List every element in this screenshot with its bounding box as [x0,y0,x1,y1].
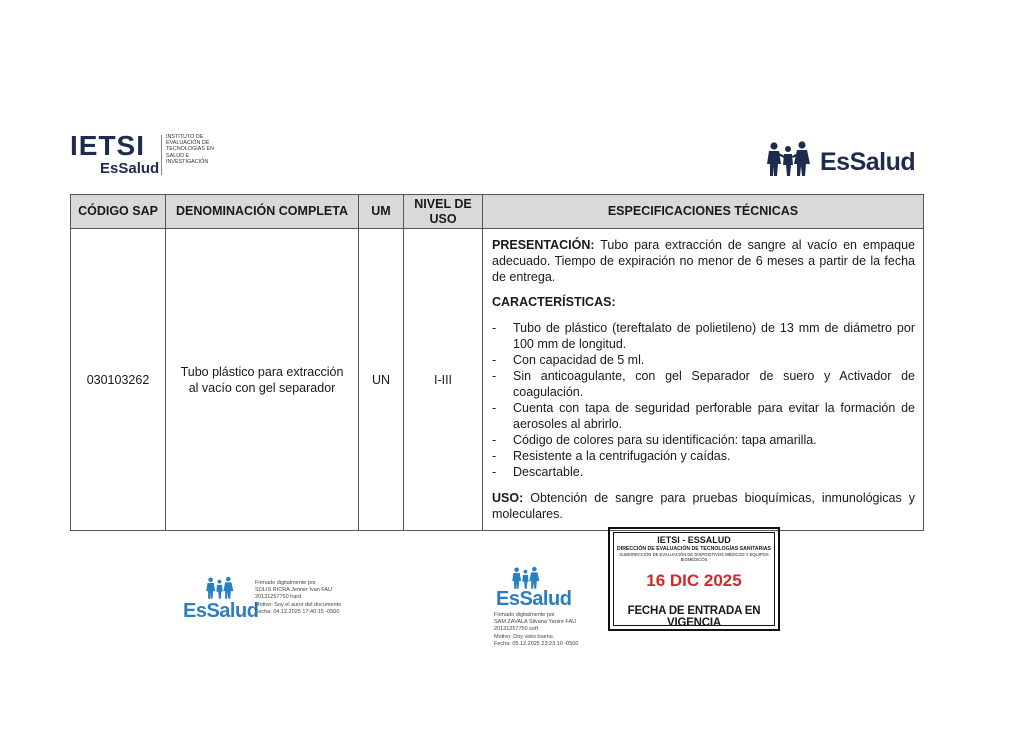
list-item: - Tubo de plástico (tereftalato de polietileno) de 13 mm de diámetro por 100 mm de longitud. [492,320,915,352]
list-item: - Código de colores para su identificación: tapa amarilla. [492,432,915,448]
essalud-logo-word: EsSalud [820,148,916,176]
signature-line: Motivo: Soy el autor del documento [255,601,342,608]
ietsi-logo-description [166,134,236,165]
digital-signature-2 [480,566,620,648]
list-item: - Con capacidad de 5 ml. [492,352,915,368]
caracteristicas-list [492,320,915,480]
ietsi-desc-line: SALUD E [166,152,190,159]
ietsi-desc-line: INSTITUTO DE [166,134,204,140]
signature-line: SOLIS RICRA Jenner Ivan FAU [255,587,333,594]
logo-divider [161,135,162,175]
essalud-logo [766,140,926,178]
presentacion-text: Tubo para extracción de sangre al vacío en empaque adecuado. Tiempo de expiración no menor de 6 meses a partir de la fecha de entrega. [492,238,915,284]
cell-um: UN [359,229,404,531]
digital-signature-1 [183,576,363,624]
family-figures-icon [766,140,818,178]
stamp-subdireccion: SUBDIRECCIÓN DE EVALUACIÓN DE DISPOSITIVOS MÉDICOS Y EQUIPOS BIOMÉDICOS [619,552,769,562]
list-item: - Descartable. [492,464,915,480]
family-figures-icon [205,576,239,600]
signature-line: 20131257750 hard [255,594,302,601]
signature-line: 20131257750 soft [494,626,539,633]
signature-line: Firmado digitalmente por [255,580,316,586]
list-item: - Cuenta con tapa de seguridad perforable para evitar la formación de aerosoles al abrirlo. [492,400,915,432]
cell-codigo-sap: 030103262 [71,229,166,531]
list-item: - Sin anticoagulante, con gel Separador de suero y Activador de coagulación. [492,368,915,400]
cell-denominacion: Tubo plástico para extracción al vacío con gel separador [166,229,359,531]
ietsi-logo [70,132,230,178]
uso-paragraph [492,490,915,522]
header-especificaciones: ESPECIFICACIONES TÉCNICAS [483,195,924,229]
stamp-title: IETSI - ESSALUD [657,535,731,545]
stamp-direccion: DIRECCIÓN DE EVALUACIÓN DE TECNOLOGÍAS SANITARIAS [617,546,771,552]
table-header-row [71,195,924,229]
header-denominacion: DENOMINACIÓN COMPLETA [166,195,359,229]
stamp-label: FECHA DE ENTRADA EN VIGENCIA [627,605,761,629]
presentacion-label: PRESENTACIÓN: [492,238,595,252]
uso-text: Obtención de sangre para pruebas bioquímicas, inmunológicas y moleculares. [492,491,915,521]
specifications-table [70,194,924,531]
ietsi-desc-line: INVESTIGACIÓN [166,158,209,165]
presentacion-paragraph [492,237,915,285]
signature-line: Motivo: Doy visto bueno. [494,633,555,640]
cell-especificaciones [483,229,924,531]
signature-line: Firmado digitalmente por [494,612,555,618]
header-nivel-uso: NIVEL DE USO [404,195,483,229]
signature-line: Fecha: 05.12.2025 23:23:10 -0500 [494,640,579,647]
signature-2-details [494,612,614,648]
table-row [71,229,924,531]
ietsi-desc-line: EVALUACIÓN DE [166,140,210,147]
ietsi-logo-word: IETSI [70,130,146,161]
ietsi-logo-essalud: EsSalud [100,160,160,177]
essalud-logo-word: EsSalud [183,600,259,622]
header-codigo-sap: CÓDIGO SAP [71,195,166,229]
header-um: UM [359,195,404,229]
list-item: - Resistente a la centrifugación y caídas. [492,448,915,464]
vigencia-stamp [608,527,780,631]
essalud-logo-word: EsSalud [496,588,572,610]
signature-1-details [255,580,375,616]
signature-line: SAM ZAVALA Silvana Yanire FAU [494,619,577,626]
cell-nivel: I-III [404,229,483,531]
family-figures-icon [511,566,545,590]
stamp-date: 16 DIC 2025 [646,571,742,590]
uso-label: USO: [492,491,524,505]
signature-line: Fecha: 04.12.2025 17:40:15 -0500 [255,608,340,615]
ietsi-desc-line: TECNOLOGÍAS EN [166,146,214,153]
caracteristicas-label: CARACTERÍSTICAS: [492,295,616,309]
